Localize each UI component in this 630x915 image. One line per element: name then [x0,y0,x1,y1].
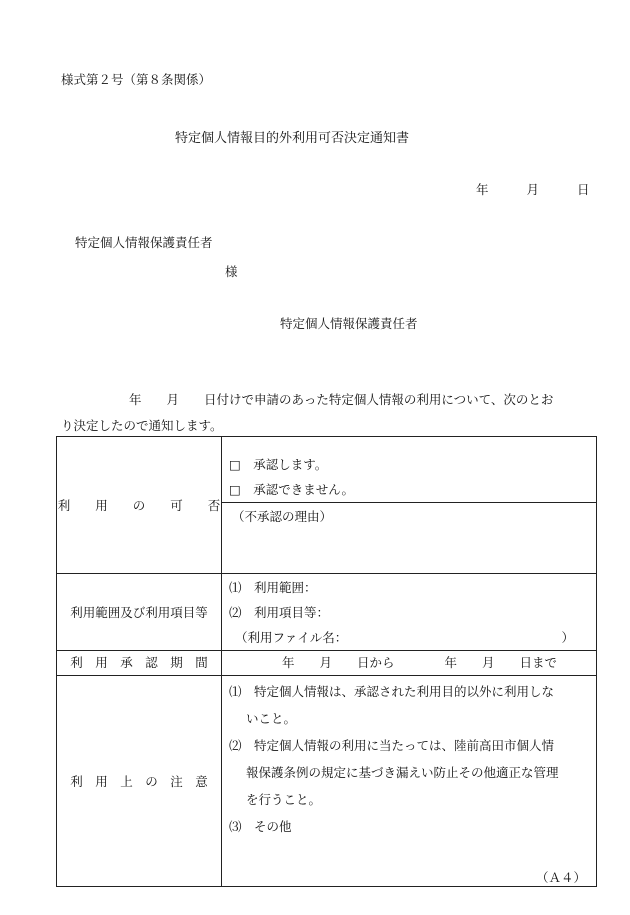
approval-row [57,437,597,574]
option-reject: □ 承認できません。 [229,482,355,497]
date-line [476,180,589,198]
approval-cell [222,437,597,574]
note-2b: 報保護条例の規定に基づき漏えい防止その他適正な管理 [246,765,559,780]
date-month: 月 [526,182,539,197]
recipient: 特定個人情報保護責任者 [75,235,213,250]
period-cell [222,651,597,676]
notes-cell [222,676,597,887]
approval-label: 利 用 の 可 否 [57,437,222,574]
body-text-line1: 年 月 日付けで申請のあった特定個人情報の利用について、次のとお [129,392,554,407]
file-name-label: （利用ファイル名： [235,629,348,645]
decision-table [56,436,597,887]
notes-row [57,676,597,887]
period-label: 利 用 承 認 期 間 [57,651,222,676]
sender: 特定個人情報保護責任者 [280,316,418,331]
date-day: 日 [576,182,590,197]
body-text-line2: り決定したので通知します。 [61,418,223,433]
note-1a: ⑴ 特定個人情報は、承認された利用目的以外に利用しな [229,684,555,699]
scope-row [57,574,597,651]
reason-box [222,502,596,560]
file-name-line [229,625,596,650]
notes-label: 利 用 上 の 注 意 [57,676,222,887]
note-3: ⑶ その他 [229,819,292,834]
note-1b: いこと。 [246,711,297,726]
date-year: 年 [476,182,489,197]
option-approve: □ 承認します。 [229,457,328,472]
note-2c: を行うこと。 [246,792,322,807]
scope-item-range: ⑴ 利用範囲： [229,579,317,595]
scope-label: 利用範囲及び利用項目等 [57,574,222,651]
reason-label: （不承認の理由） [232,509,333,524]
note-2a: ⑵ 特定個人情報の利用に当たっては、陸前高田市個人情 [229,738,555,753]
paper-size-label: （Ａ４） [536,870,587,885]
scope-cell [222,574,597,651]
period-row [57,651,597,676]
document-title: 特定個人情報目的外利用可否決定通知書 [175,131,410,146]
file-name-close: ） [561,629,574,645]
honorific: 様 [225,264,238,279]
scope-item-fields: ⑵ 利用項目等： [229,604,330,620]
period-to: 年 月 日まで [444,655,558,670]
period-from: 年 月 日から [282,655,395,670]
form-number: 様式第２号（第８条関係） [61,72,212,87]
